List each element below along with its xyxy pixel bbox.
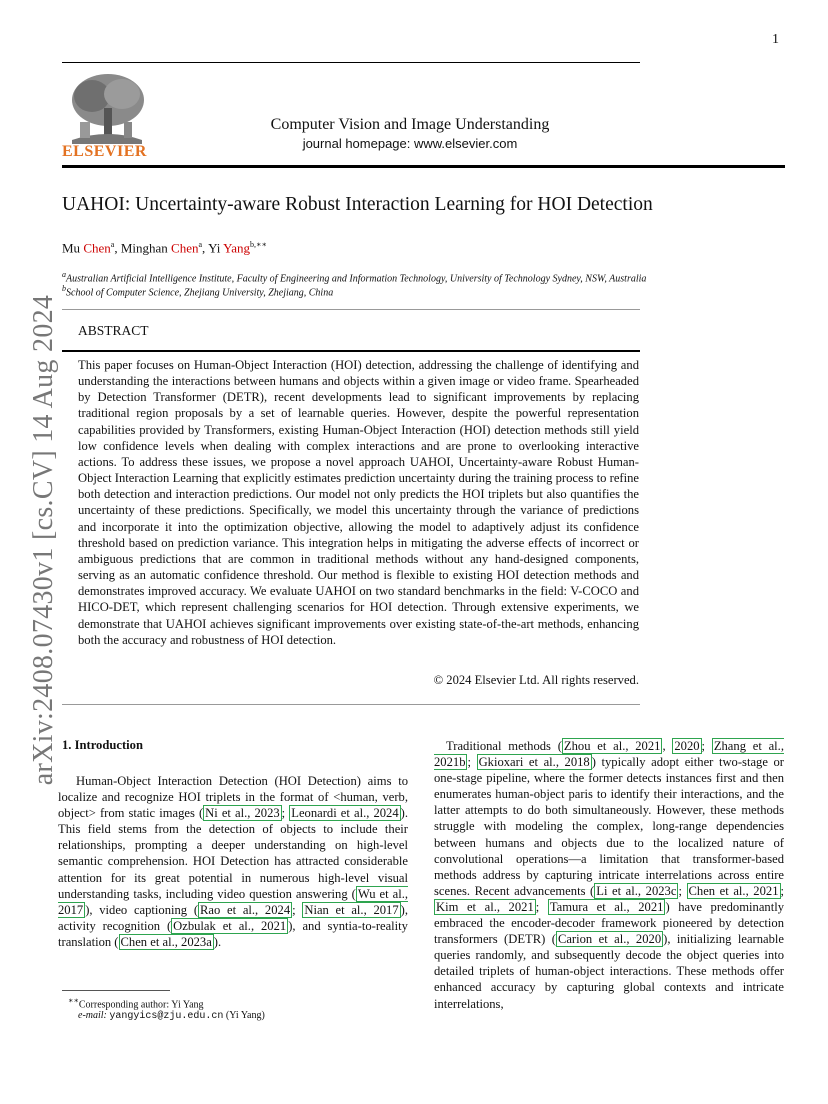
corresponding-author: Corresponding author: Yi Yang xyxy=(78,999,204,1011)
body-text: ), and syntia-to-reality translation ( xyxy=(58,918,408,949)
email-label: e-mail: xyxy=(78,1010,107,1021)
body-text: ; xyxy=(467,755,477,770)
body-text: ). This field stems from the detection of objects to include their relationships, prompting a deeper understanding on high-level semantic comprehension. HOI Detection has attracted considerable attention for its great potential in numerous high-level visual understanding tasks, including video question answering ( xyxy=(58,806,408,901)
intro-left-column xyxy=(58,773,408,950)
abstract-bottom-rule xyxy=(62,704,640,705)
citation-link[interactable]: Zhou et al., 2021 xyxy=(563,739,661,753)
body-text: ), video captioning ( xyxy=(85,902,199,917)
affiliation-text: School of Computer Science, Zhejiang University, Zhejiang, China xyxy=(66,287,334,299)
top-rule xyxy=(62,62,640,63)
body-text: ). xyxy=(213,934,222,949)
publisher-name: ELSEVIER xyxy=(62,143,147,160)
citation-link[interactable]: Nian et al., 2017 xyxy=(304,902,399,917)
author-first: Minghan xyxy=(120,240,172,256)
body-text: ; xyxy=(535,899,548,914)
body-text: ; xyxy=(780,883,784,898)
paper-title: UAHOI: Uncertainty-aware Robust Interaction Learning for HOI Detection xyxy=(62,194,653,215)
citation-link[interactable]: Leonardi et al., 2024 xyxy=(291,806,399,821)
citation-link[interactable]: Chen et al., 2023a xyxy=(120,934,212,949)
citation-link[interactable]: Ozbulak et al., 2021 xyxy=(173,918,287,933)
body-text: Human-Object Interaction Detection (HOI Detection) aims to localize and recognize HOI triplets in the format of <human, verb, object> from static images ( xyxy=(58,774,408,821)
journal-homepage: journal homepage: www.elsevier.com xyxy=(302,136,518,151)
email-suffix: (Yi Yang) xyxy=(223,1010,265,1021)
affiliation-a xyxy=(62,270,646,284)
author-last[interactable]: Yang xyxy=(223,240,250,256)
body-text: ; xyxy=(292,902,303,917)
footnote-corresponding xyxy=(68,996,204,1010)
body-text: ; xyxy=(701,739,712,753)
citation-link[interactable]: 2020 xyxy=(674,739,700,753)
footnote-email xyxy=(78,1010,265,1022)
author-last[interactable]: Chen xyxy=(83,240,111,256)
affiliation-mark: b xyxy=(62,284,66,293)
citation-link[interactable]: Zhang et al., 2021b xyxy=(434,739,784,770)
citation-link[interactable]: Carion et al., 2020 xyxy=(557,932,662,947)
author-sup: a xyxy=(110,240,115,249)
citation-link[interactable]: Wu et al., 2017 xyxy=(58,886,408,917)
page-number: 1 xyxy=(772,32,779,47)
body-text: ; xyxy=(678,883,687,898)
body-text: , xyxy=(662,739,673,753)
citation-link[interactable]: Kim et al., 2021 xyxy=(436,899,534,914)
intro-right-column xyxy=(434,738,784,1012)
arxiv-identifier: arXiv:2408.07430v1 [cs.CV] 14 Aug 2024 xyxy=(28,294,59,786)
body-text: ) typically adopt either two-stage or one-stage pipeline, where the former detects instances first and then enumerates human-object paris to identify their interactions, and the latter attempts to do both simultaneously. However, these methods struggle with modeling the complex, long-range dependencies between humans and objects due to the localized nature of convolutional operations—a limitation that transformer-based methods address by capturing intricate interrelations across entire scenes. Recent advancements ( xyxy=(434,755,784,898)
author-sup: a xyxy=(198,240,203,249)
affiliation-rule xyxy=(62,309,640,310)
author-sup: b,∗∗ xyxy=(250,240,267,249)
citation-link[interactable]: Rao et al., 2024 xyxy=(200,902,291,917)
section-heading: 1. Introduction xyxy=(62,738,143,752)
body-text: ), initializing learnable queries randomly, and subsequently decode the object queries into detailed triplets of human-object interactions. These methods offer enhanced accuracy by capturing global contexts and intricate interrelations, xyxy=(434,932,784,1011)
affiliation-mark: a xyxy=(62,270,66,279)
body-text: ; xyxy=(281,806,290,821)
footnote-mark: ∗∗ xyxy=(68,996,79,1005)
body-text: ), activity recognition ( xyxy=(58,902,408,933)
citation-link[interactable]: Li et al., 2023c xyxy=(596,883,677,898)
abstract-heading: ABSTRACT xyxy=(78,323,149,338)
copyright: © 2024 Elsevier Ltd. All rights reserved. xyxy=(433,673,639,687)
affiliation-text: Australian Artificial Intelligence Institute, Faculty of Engineering and Information Technology, University of Technology Sydney, NSW, Australia xyxy=(66,273,647,285)
body-text: ) have predominantly embraced the encoder-decoder framework pioneered by detection transformers (DETR) ( xyxy=(434,899,784,947)
citation-link[interactable]: Ni et al., 2023 xyxy=(205,806,280,821)
citation-link[interactable]: Tamura et al., 2021 xyxy=(549,899,664,914)
author-list: Mu Chen$^a$, Minghan Chen$^a$, Yi Yang$^{b,∗∗}$ xyxy=(62,240,267,256)
affiliation-b xyxy=(62,284,333,298)
abstract-text: This paper focuses on Human-Object Interaction (HOI) detection, addressing the challenge of identifying and understanding the interactions between humans and objects within a given image or video frame. Spearheaded by Detection Transformer (DETR), recent developments lead to significant improvements by replacing traditional region proposals by a set of learnable queries. However, despite the powerful representation capabilities provided by Transformers, existing Human-Object Interaction (HOI) detection methods still yield low confidence levels when dealing with complex interactions and are prone to overlooking interactive actions. To address these issues, we propose a novel approach UAHOI, Uncertainty-aware Robust Human-Object Interaction Learning that explicitly estimates prediction uncertainty during the training process to refine both detection and interaction predictions. Our model not only predicts the HOI triplets but also quantifies the uncertainty of these predictions. Specifically, we model this uncertainty through the variance of predictions and incorporate it into the optimization objective, allowing the model to adaptively adjust its confidence threshold based on prediction variance. This integration helps in mitigating the adverse effects of incorrect or ambiguous predictions that are common in traditional methods without any hand-designed components, serving as an automatic confidence threshold. Our method is flexible to existing HOI detection methods and demonstrates improved accuracy. We evaluate UAHOI on two standard benchmarks in the field: V-COCO and HICO-DET, which represent challenging scenarios for HOI detection. Through extensive experiments, we demonstrate that UAHOI achieves significant improvements over existing state-of-the-art methods, enhancing both the accuracy and robustness of HOI detection. xyxy=(78,358,639,647)
citation-link[interactable]: Chen et al., 2021 xyxy=(688,883,779,898)
footnote-rule xyxy=(62,990,170,991)
header-thick-rule xyxy=(62,165,785,168)
author-first: Yi xyxy=(208,240,224,256)
email-address[interactable]: yangyics@zju.edu.cn xyxy=(109,1011,224,1022)
journal-name: Computer Vision and Image Understanding xyxy=(270,116,550,133)
abstract-rule xyxy=(62,350,640,352)
citation-link[interactable]: Gkioxari et al., 2018 xyxy=(478,755,590,770)
author-last[interactable]: Chen xyxy=(171,240,199,256)
author-first: Mu xyxy=(62,240,84,256)
body-text: Traditional methods ( xyxy=(446,739,562,753)
